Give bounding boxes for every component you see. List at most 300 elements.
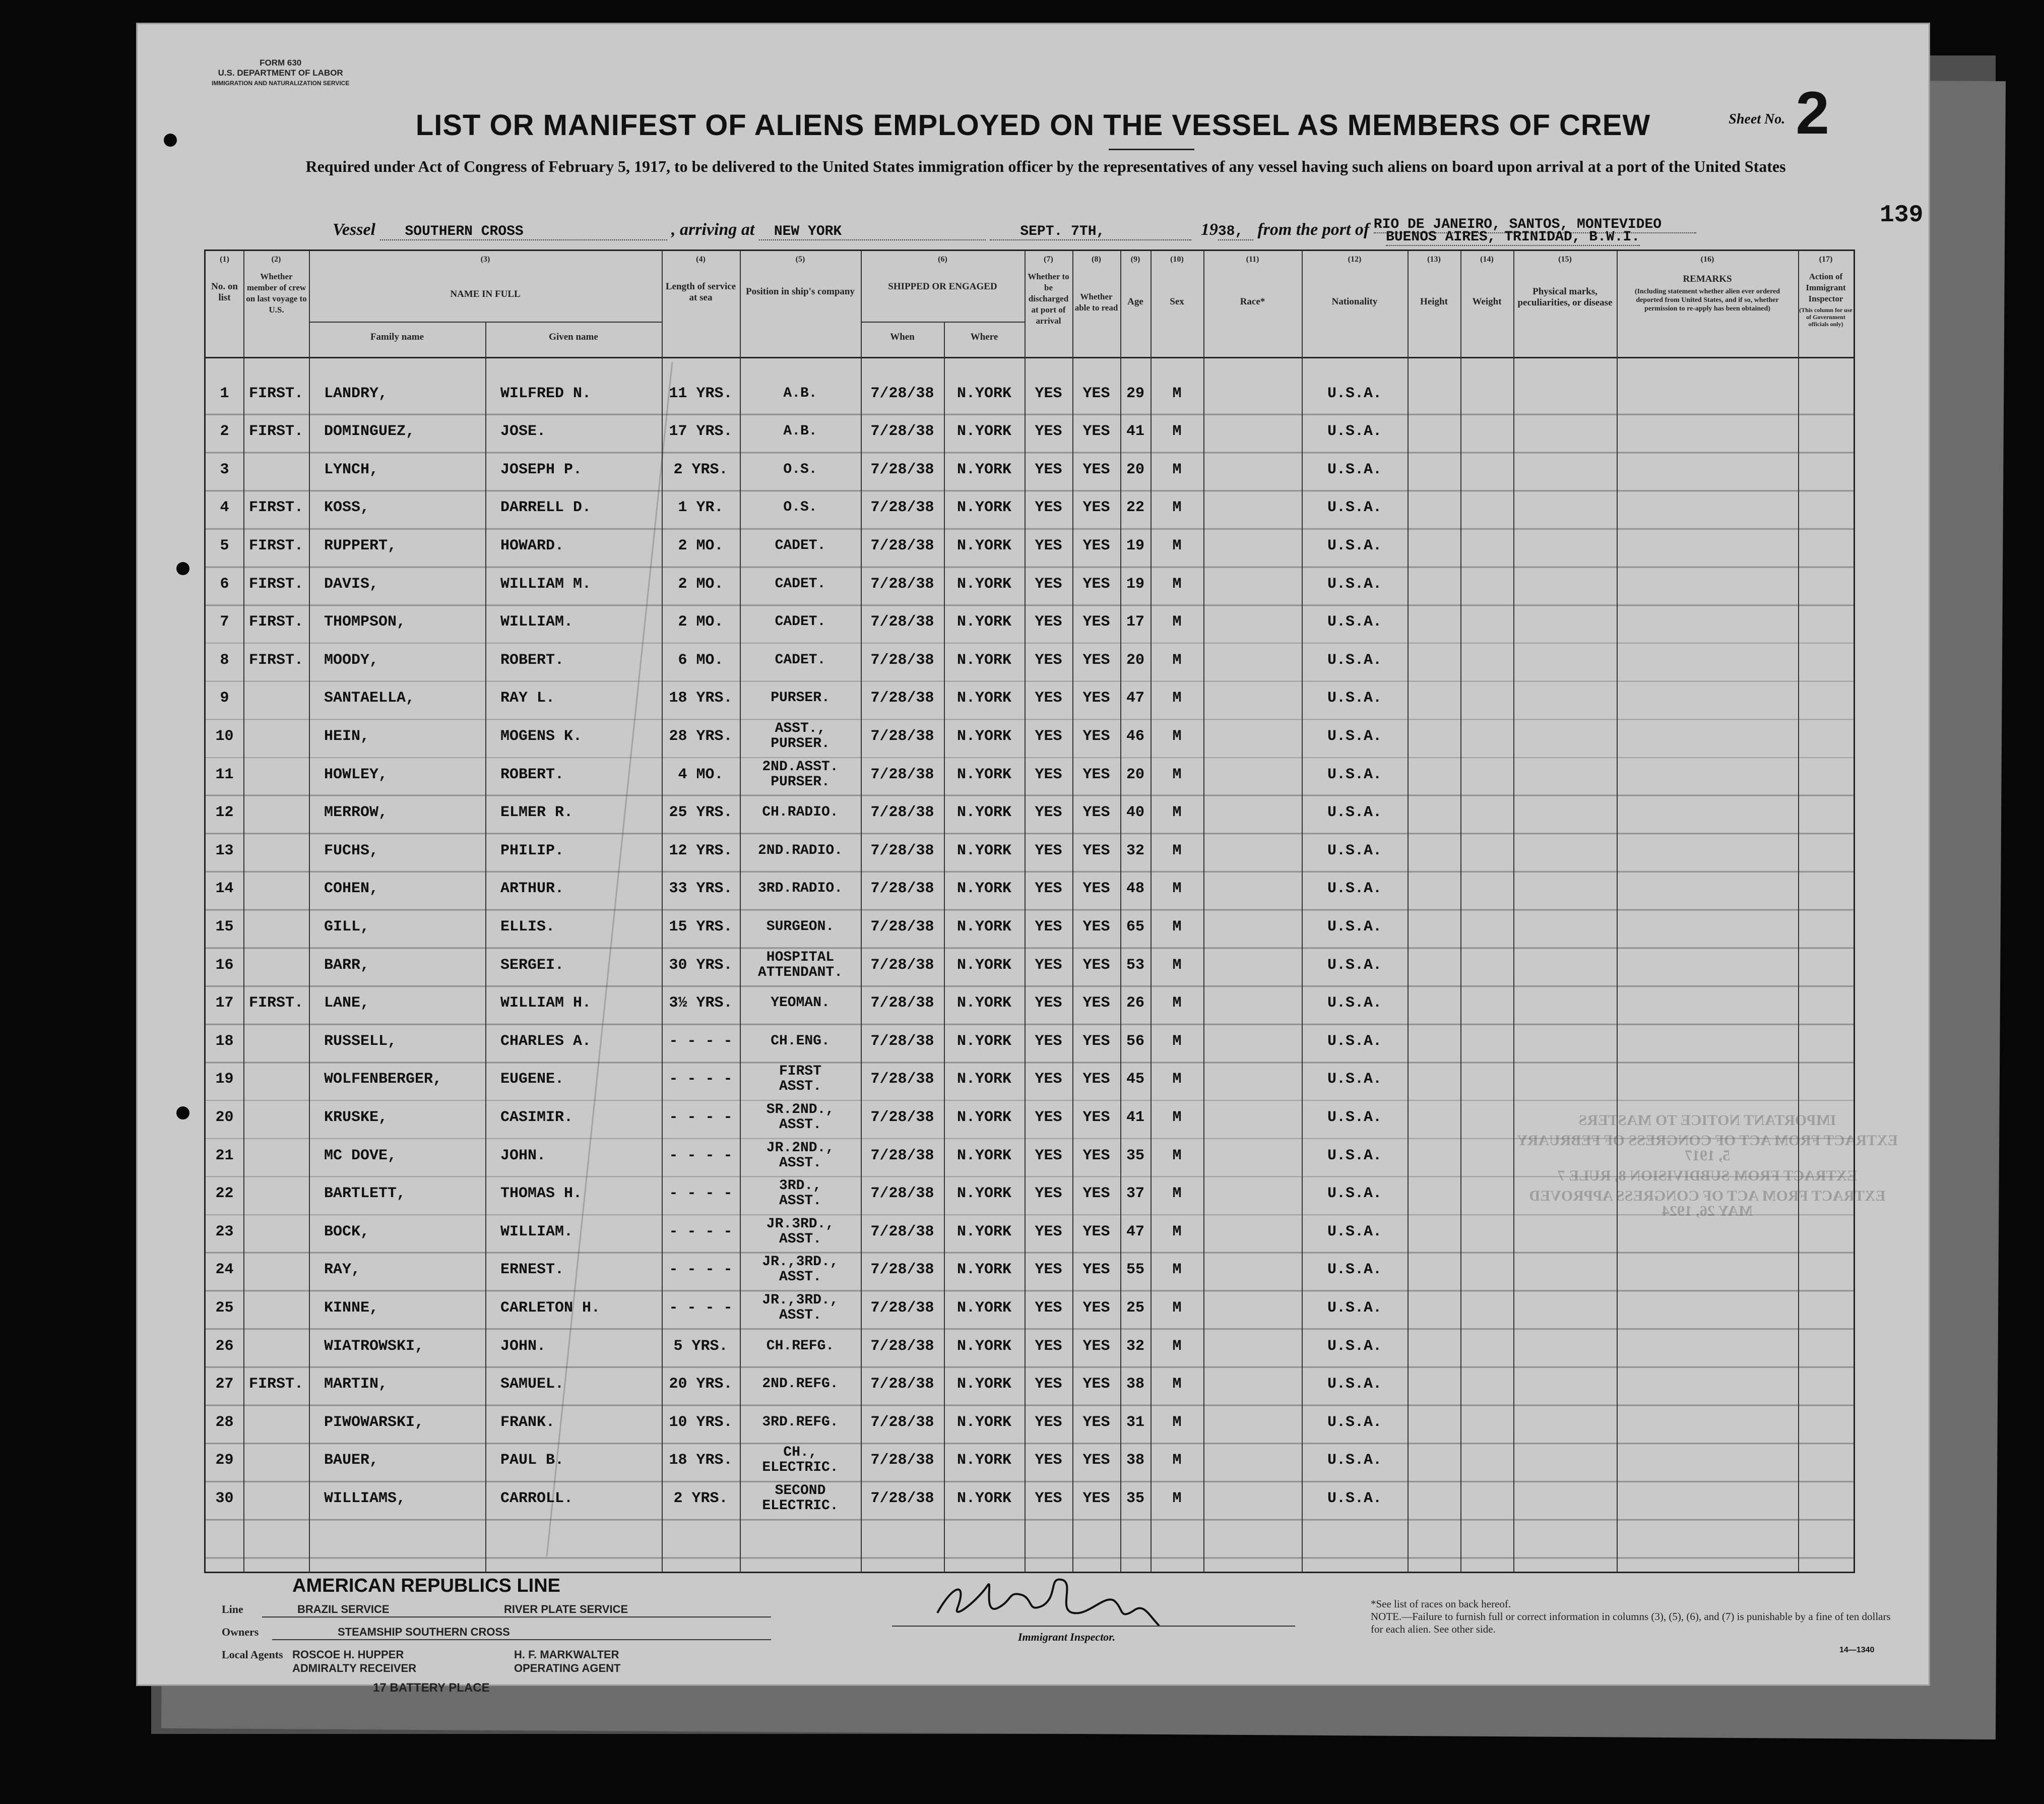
cell-given: CASIMIR. (500, 1108, 573, 1126)
cell-when: 7/28/38 (870, 727, 934, 745)
cell-when: 7/28/38 (870, 537, 934, 554)
cell-pos (740, 1403, 861, 1441)
departure-ports-line2: BUENOS AIRES, TRINIDAD, B.W.I. (1386, 229, 1640, 245)
cell-no: 20 (215, 1108, 234, 1126)
manifest-title: LIST OR MANIFEST OF ALIENS EMPLOYED ON THE VESSEL AS MEMBERS OF CREW (415, 109, 1651, 142)
col-num-14: (14) (1480, 255, 1494, 264)
cell-read: YES (1082, 842, 1110, 859)
cell-prev: FIRST. (248, 651, 304, 669)
cell-disch: YES (1035, 880, 1062, 898)
cell-nat: U.S.A. (1327, 842, 1382, 859)
cell-no: 17 (215, 994, 234, 1012)
cell-given: ROBERT. (500, 651, 564, 669)
cell-where: N.YORK (956, 499, 1012, 517)
cell-disch: YES (1035, 461, 1062, 478)
position-line: JR.3RD., (766, 1216, 835, 1232)
cell-service: 2 MO. (678, 575, 724, 593)
cell-prev (243, 946, 309, 984)
races-note: *See list of races on back hereof. (1371, 1598, 1511, 1610)
table-row (206, 756, 1854, 793)
cell-family: FUCHS, (324, 842, 379, 859)
cell-prev: FIRST. (248, 537, 304, 554)
cell-age: 17 (1126, 613, 1144, 631)
cell-read: YES (1082, 385, 1110, 402)
cell-age: 47 (1126, 690, 1144, 707)
cell-service: 18 YRS. (669, 690, 733, 707)
header-discharged: Whether to be discharged at port of arrival (1028, 272, 1069, 326)
cell-age: 20 (1126, 461, 1144, 478)
cell-disch: YES (1035, 956, 1062, 974)
arrival-date: SEPT. 7TH, (990, 224, 1191, 240)
position-line: HOSPITAL (766, 949, 835, 965)
cell-age: 25 (1126, 1299, 1144, 1317)
cell-prev (243, 794, 309, 832)
header-family-name: Family name (370, 332, 424, 342)
cell-sex: M (1172, 1108, 1182, 1126)
vessel-label: Vessel (333, 220, 375, 239)
cell-disch: YES (1035, 1108, 1062, 1126)
position-line: A.B. (783, 423, 817, 440)
cell-no: 21 (215, 1147, 234, 1164)
cell-where: N.YORK (956, 1489, 1012, 1507)
cell-family: KRUSKE, (324, 1108, 388, 1126)
cell-pos (740, 1251, 861, 1289)
cell-no: 26 (215, 1337, 234, 1355)
header-when: When (890, 332, 915, 342)
cell-disch: YES (1035, 575, 1062, 593)
cell-when: 7/28/38 (870, 918, 934, 936)
cell-where: N.YORK (956, 1223, 1012, 1240)
col-num-7: (7) (1044, 255, 1053, 264)
cell-pos (740, 565, 861, 603)
cell-read: YES (1082, 461, 1110, 478)
cell-where: N.YORK (956, 1413, 1012, 1431)
table-row (206, 908, 1854, 946)
table-header (206, 251, 1854, 358)
cell-age: 47 (1126, 1223, 1144, 1240)
table-row (206, 413, 1854, 451)
position-line: ASST. (779, 1116, 821, 1133)
cell-when: 7/28/38 (870, 1452, 934, 1469)
cell-pos (740, 1137, 861, 1174)
cell-read: YES (1082, 1489, 1110, 1507)
col-num-5: (5) (795, 255, 805, 264)
cell-disch: YES (1035, 727, 1062, 745)
cell-read: YES (1082, 1376, 1110, 1393)
cell-family: MC DOVE, (324, 1147, 397, 1164)
cell-service: 2 YRS. (673, 461, 728, 478)
cell-sex: M (1172, 1452, 1182, 1469)
line-service-2: RIVER PLATE SERVICE (504, 1603, 628, 1615)
cell-prev (243, 1479, 309, 1517)
cell-no: 6 (220, 575, 229, 593)
cell-prev (243, 1289, 309, 1327)
cell-nat: U.S.A. (1327, 1261, 1382, 1279)
department-name: U.S. DEPARTMENT OF LABOR (218, 68, 343, 78)
cell-disch: YES (1035, 918, 1062, 936)
cell-given: PAUL B. (500, 1452, 564, 1469)
cell-age: 41 (1126, 423, 1144, 441)
cell-no: 4 (220, 499, 229, 517)
cell-given: FRANK. (500, 1413, 555, 1431)
cell-no: 5 (220, 537, 229, 554)
table-row (206, 1022, 1854, 1060)
cell-no: 16 (215, 956, 234, 974)
cell-family: KOSS, (324, 499, 370, 517)
cell-given: ELMER R. (500, 804, 573, 822)
cell-pos (740, 1289, 861, 1327)
position-line: ASST. (779, 1307, 821, 1323)
cell-where: N.YORK (956, 994, 1012, 1012)
cell-no: 19 (215, 1071, 234, 1088)
cell-given: PHILIP. (500, 842, 564, 859)
inspector-label: Immigrant Inspector. (1018, 1631, 1116, 1643)
cell-read: YES (1082, 1032, 1110, 1050)
cell-sex: M (1172, 575, 1182, 593)
cell-service: 2 YRS. (673, 1489, 728, 1507)
cell-sex: M (1172, 1376, 1182, 1393)
cell-age: 38 (1126, 1376, 1144, 1393)
cell-pos (740, 717, 861, 755)
cell-age: 48 (1126, 880, 1144, 898)
cell-service: 28 YRS. (669, 727, 733, 745)
cell-sex: M (1172, 804, 1182, 822)
cell-sex: M (1172, 994, 1182, 1012)
cell-nat: U.S.A. (1327, 423, 1382, 441)
cell-age: 29 (1126, 385, 1144, 402)
table-row (206, 1137, 1854, 1174)
cell-pos (740, 1061, 861, 1098)
cell-disch: YES (1035, 385, 1062, 402)
cell-sex: M (1172, 1261, 1182, 1279)
cell-given: WILFRED N. (500, 385, 592, 402)
position-line: YEOMAN. (771, 995, 830, 1011)
position-line: FIRST (779, 1064, 821, 1080)
cell-read: YES (1082, 1223, 1110, 1240)
col-num-9: (9) (1130, 255, 1140, 264)
cell-given: DARRELL D. (500, 499, 592, 517)
header-action: Action of Immigrant Inspector (1806, 272, 1846, 303)
manifest-subtitle: Required under Act of Congress of February 5, 1917, to be delivered to the United States immigration officer by the representatives of any vessel having such aliens on board upon arrival at a port of the United States (305, 157, 1786, 175)
cell-given: JOHN. (500, 1337, 546, 1355)
position-line: CADET. (775, 614, 826, 630)
cell-family: DAVIS, (324, 575, 379, 593)
cell-where: N.YORK (956, 918, 1012, 936)
cell-service: 18 YRS. (669, 1452, 733, 1469)
cell-no: 23 (215, 1223, 234, 1240)
cell-when: 7/28/38 (870, 1413, 934, 1431)
col-num-15: (15) (1558, 255, 1572, 264)
cell-disch: YES (1035, 423, 1062, 441)
table-row (206, 794, 1854, 832)
cell-when: 7/28/38 (870, 690, 934, 707)
cell-family: WILLIAMS, (324, 1489, 406, 1507)
cell-age: 37 (1126, 1185, 1144, 1203)
cell-where: N.YORK (956, 1147, 1012, 1164)
cell-prev (243, 1022, 309, 1060)
cell-family: GILL, (324, 918, 370, 936)
position-line: JR.,3RD., (762, 1292, 839, 1308)
cell-nat: U.S.A. (1327, 994, 1382, 1012)
header-action-sub: (This column for use of Government officials only) (1799, 306, 1853, 328)
position-line: 2ND.REFG. (762, 1376, 839, 1392)
header-where: Where (970, 332, 998, 342)
cell-where: N.YORK (956, 956, 1012, 974)
col-num-2: (2) (271, 255, 281, 264)
cell-family: BARTLETT, (324, 1185, 406, 1203)
cell-sex: M (1172, 537, 1182, 554)
cell-pos (740, 1175, 861, 1213)
cell-where: N.YORK (956, 423, 1012, 441)
table-row (206, 679, 1854, 717)
cell-sex: M (1172, 1489, 1182, 1507)
inspector-signature (922, 1565, 1184, 1631)
cell-prev: FIRST. (248, 613, 304, 631)
cell-when: 7/28/38 (870, 1147, 934, 1164)
crew-table (204, 250, 1898, 1573)
cell-disch: YES (1035, 1489, 1062, 1507)
cell-prev (243, 1213, 309, 1251)
cell-where: N.YORK (956, 1185, 1012, 1203)
cell-where: N.YORK (956, 537, 1012, 554)
cell-nat: U.S.A. (1327, 651, 1382, 669)
cell-family: KINNE, (324, 1299, 379, 1317)
cell-prev: FIRST. (248, 994, 304, 1012)
cell-pos (740, 1213, 861, 1251)
cell-when: 7/28/38 (870, 613, 934, 631)
cell-given: CARLETON H. (500, 1299, 601, 1317)
cell-age: 20 (1126, 651, 1144, 669)
cell-when: 7/28/38 (870, 956, 934, 974)
position-line: A.B. (783, 385, 817, 401)
line-label: Line (222, 1603, 243, 1615)
sheet-number-value: 2 (1796, 79, 1829, 147)
position-line: JR.2ND., (766, 1140, 835, 1156)
cell-where: N.YORK (956, 727, 1012, 745)
cell-nat: U.S.A. (1327, 1413, 1382, 1431)
col-num-3: (3) (480, 255, 490, 264)
cell-service: 1 YR. (678, 499, 724, 517)
position-line: 3RD.RADIO. (757, 881, 843, 897)
cell-no: 3 (220, 461, 229, 478)
cell-given: SAMUEL. (500, 1376, 564, 1393)
cell-age: 56 (1126, 1032, 1144, 1050)
col-num-1: (1) (220, 255, 229, 264)
cell-no: 29 (215, 1452, 234, 1469)
footnote (1371, 1598, 1900, 1636)
cell-where: N.YORK (956, 766, 1012, 783)
cell-where: N.YORK (956, 1261, 1012, 1279)
table-row (206, 1289, 1854, 1327)
cell-disch: YES (1035, 690, 1062, 707)
position-line: 3RD.REFG. (762, 1414, 839, 1430)
cell-sex: M (1172, 423, 1182, 441)
cell-family: BAUER, (324, 1452, 379, 1469)
cell-service: - - - - (669, 1108, 733, 1126)
cell-where: N.YORK (956, 1299, 1012, 1317)
table-row (206, 1251, 1854, 1289)
position-line: PURSER. (771, 735, 830, 752)
agent-address: 17 BATTERY PLACE (373, 1681, 490, 1695)
cell-prev: FIRST. (248, 1376, 304, 1393)
table-row (206, 641, 1854, 679)
cell-service: 25 YRS. (669, 804, 733, 822)
cell-sex: M (1172, 1071, 1182, 1088)
cell-prev: FIRST. (248, 385, 304, 402)
year-prefix: 19 (1200, 220, 1218, 239)
cell-prev (243, 1175, 309, 1213)
cell-when: 7/28/38 (870, 1376, 934, 1393)
cell-service: - - - - (669, 1261, 733, 1279)
cell-prev (243, 1442, 309, 1479)
header-no-on-list: No. on list (211, 281, 238, 303)
cell-disch: YES (1035, 1452, 1062, 1469)
form-number: FORM 630 (260, 58, 302, 68)
cell-given: ROBERT. (500, 766, 564, 783)
cell-age: 32 (1126, 1337, 1144, 1355)
position-line: ELECTRIC. (762, 1460, 839, 1476)
cell-given: WILLIAM. (500, 1223, 573, 1240)
cell-disch: YES (1035, 1299, 1062, 1317)
cell-read: YES (1082, 651, 1110, 669)
cell-where: N.YORK (956, 690, 1012, 707)
col-num-10: (10) (1170, 255, 1184, 264)
cell-read: YES (1082, 994, 1110, 1012)
cell-when: 7/28/38 (870, 423, 934, 441)
cell-family: SANTAELLA, (324, 690, 415, 707)
cell-prev (243, 1251, 309, 1289)
cell-pos (740, 603, 861, 641)
cell-age: 38 (1126, 1452, 1144, 1469)
table-row (206, 1213, 1854, 1251)
cell-service: 2 MO. (678, 613, 724, 631)
position-line: CH., (783, 1445, 817, 1461)
arrival-year: 38, (1218, 224, 1253, 240)
penalty-note: NOTE.—Failure to furnish full or correct information in columns (3), (5), (6), and (7) is punishable by a fine of ten dollars for each alien. See other side. (1371, 1610, 1891, 1635)
cell-age: 26 (1126, 994, 1144, 1012)
header-length-service: Length of service at sea (665, 281, 736, 303)
cell-where: N.YORK (956, 575, 1012, 593)
col-num-13: (13) (1427, 255, 1441, 264)
cell-given: ERNEST. (500, 1261, 564, 1279)
cell-sex: M (1172, 461, 1182, 478)
position-line: 3RD., (779, 1178, 821, 1194)
cell-read: YES (1082, 1185, 1110, 1203)
cell-where: N.YORK (956, 461, 1012, 478)
cell-service: 11 YRS. (669, 385, 733, 402)
header-remarks-sub: (Including statement whether alien ever ordered deported from United States, and if so, whether permission to re-apply has been obtained) (1634, 288, 1780, 313)
position-line: CH.REFG. (766, 1338, 835, 1354)
position-line: ASST. (779, 1193, 821, 1209)
cell-read: YES (1082, 690, 1110, 707)
cell-sex: M (1172, 880, 1182, 898)
cell-no: 22 (215, 1185, 234, 1203)
header-weight: Weight (1472, 296, 1502, 307)
cell-pos (740, 794, 861, 832)
cell-read: YES (1082, 956, 1110, 974)
cell-no: 9 (220, 690, 229, 707)
cell-where: N.YORK (956, 385, 1012, 402)
table-row (206, 527, 1854, 565)
table-row (206, 1442, 1854, 1479)
cell-nat: U.S.A. (1327, 766, 1382, 783)
header-height: Height (1420, 296, 1448, 307)
cell-disch: YES (1035, 1337, 1062, 1355)
cell-given: EUGENE. (500, 1071, 564, 1088)
agent-2-role: OPERATING AGENT (514, 1662, 621, 1674)
cell-read: YES (1082, 499, 1110, 517)
cell-sex: M (1172, 1185, 1182, 1203)
manifest-sheet (136, 23, 1930, 1695)
cell-no: 24 (215, 1261, 234, 1279)
position-line: ELECTRIC. (762, 1498, 839, 1514)
cell-nat: U.S.A. (1327, 1337, 1382, 1355)
cell-pos (740, 1479, 861, 1517)
position-line: PURSER. (771, 774, 830, 790)
cell-disch: YES (1035, 766, 1062, 783)
cell-no: 11 (215, 766, 234, 783)
cell-read: YES (1082, 1337, 1110, 1355)
cell-sex: M (1172, 1299, 1182, 1317)
cell-prev (243, 756, 309, 793)
cell-pos (740, 870, 861, 908)
cell-age: 35 (1126, 1147, 1144, 1164)
cell-sex: M (1172, 499, 1182, 517)
cell-given: WILLIAM M. (500, 575, 592, 593)
table-row (206, 717, 1854, 755)
cell-nat: U.S.A. (1327, 1223, 1382, 1240)
cell-nat: U.S.A. (1327, 613, 1382, 631)
cell-family: WIATROWSKI, (324, 1337, 424, 1355)
cell-prev (243, 679, 309, 717)
cell-family: BOCK, (324, 1223, 370, 1240)
vessel-name: SOUTHERN CROSS (380, 224, 667, 240)
cell-given: ELLIS. (500, 918, 555, 936)
cell-family: HOWLEY, (324, 766, 388, 783)
sheet-number (1729, 78, 1829, 148)
cell-nat: U.S.A. (1327, 1032, 1382, 1050)
cell-service: 4 MO. (678, 766, 724, 783)
cell-service: - - - - (669, 1223, 733, 1240)
cell-prev (243, 832, 309, 869)
cell-pos (740, 1022, 861, 1060)
cell-service: 12 YRS. (669, 842, 733, 859)
cell-service: 15 YRS. (669, 918, 733, 936)
cell-when: 7/28/38 (870, 1108, 934, 1126)
cell-sex: M (1172, 1413, 1182, 1431)
cell-given: JOSE. (500, 423, 546, 441)
cell-disch: YES (1035, 499, 1062, 517)
cell-service: 5 YRS. (673, 1337, 728, 1355)
cell-pos (740, 451, 861, 488)
cell-nat: U.S.A. (1327, 1299, 1382, 1317)
header-position: Position in ship's company (746, 286, 855, 297)
cell-family: THOMPSON, (324, 613, 406, 631)
cell-when: 7/28/38 (870, 994, 934, 1012)
cell-age: 46 (1126, 727, 1144, 745)
table-row (206, 870, 1854, 908)
cell-nat: U.S.A. (1327, 499, 1382, 517)
punch-hole (176, 1106, 189, 1119)
position-line: 2ND.ASST. (762, 759, 839, 775)
cell-family: COHEN, (324, 880, 379, 898)
page-stamp: 139 (1880, 202, 1924, 229)
cell-age: 19 (1126, 537, 1144, 554)
cell-when: 7/28/38 (870, 385, 934, 402)
cell-where: N.YORK (956, 613, 1012, 631)
cell-nat: U.S.A. (1327, 537, 1382, 554)
cell-age: 22 (1126, 499, 1144, 517)
